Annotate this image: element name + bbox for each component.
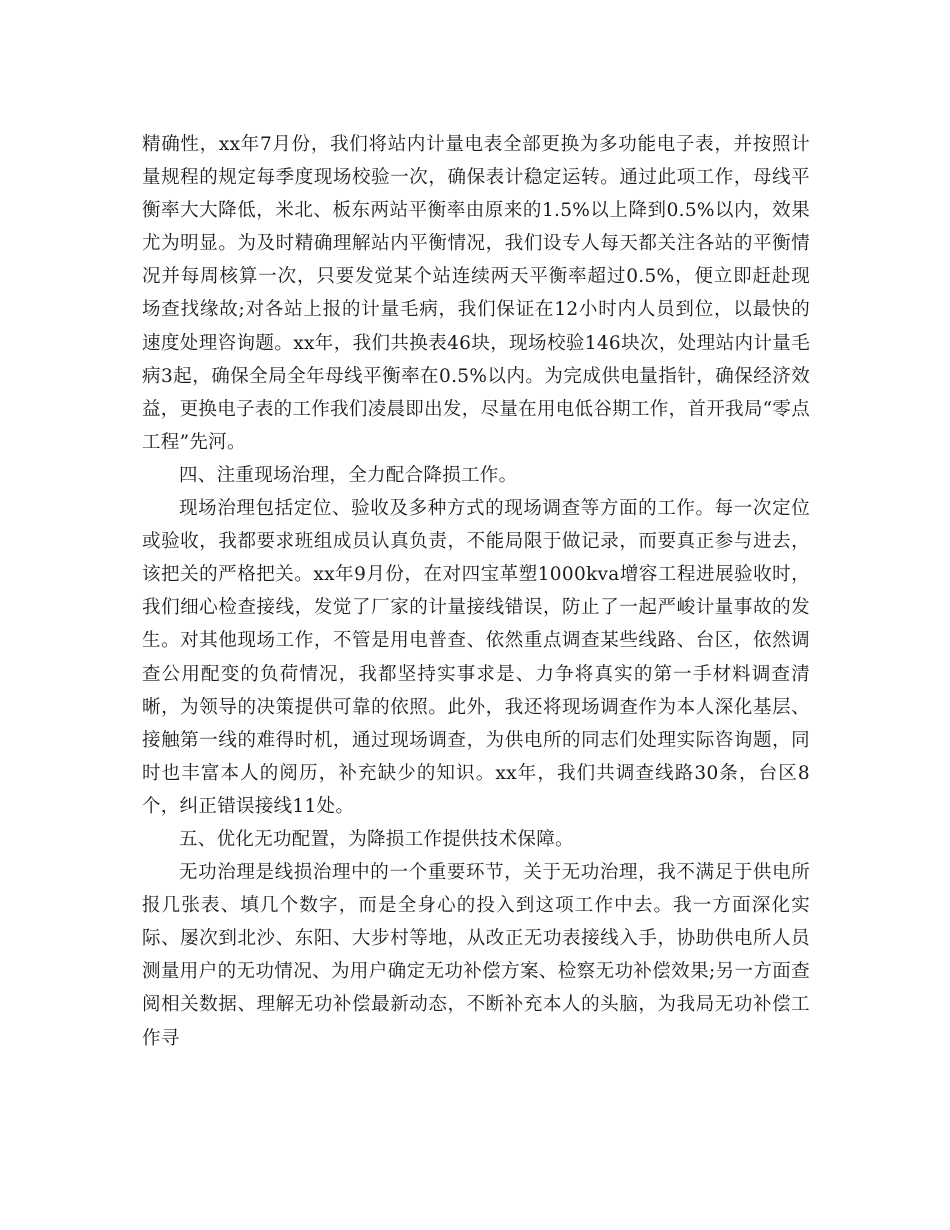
section-heading-4: 四、注重现场治理，全力配合降损工作。 [179,464,518,486]
paragraph-reactive-power: 无功治理是线损治理中的一个重要环节，关于无功治理，我不满足于供电所报几张表、填几个数字，而是全身心的投入到这项工作中去。我一方面深化实际、屡次到北沙、东阳、大步村等地，从改正无功表接线入手，协助供电所人员测量用户的无功情况、为用户确定无功补偿方案、检察无功补偿效果;另一方面查阅相关数据、理解无功补偿最新动态，不断补充本人的头脑，为我局无功补偿工作寻 [142,862,810,1049]
paragraph-site-management: 现场治理包括定位、验收及多种方式的现场调查等方面的工作。每一次定位或验收，我都要求班组成员认真负责，不能局限于做记录，而要真正参与进去，该把关的严格把关。xx年9月份，在对四宝革塑1000kva增容工程进展验收时，我们细心检查接线，发觉了厂家的计量接线错误，防止了一起严峻计量事故的发生。对其他现场工作，不管是用电普查、依然重点调查某些线路、台区，依然调查公用配变的负荷情况，我都坚持实事求是、力争将真实的第一手材料调查清晰，为领导的决策提供可靠的依照。此外，我还将现场调查作为本人深化基层、接触第一线的难得时机，通过现场调查，为供电所的同志们处理实际咨询题，同时也丰富本人的阅历，补充缺少的知识。xx年，我们共调查线路30条，台区8个，纠正错误接线11处。 [142,498,810,817]
section-heading-5: 五、优化无功配置，为降损工作提供技术保障。 [179,828,574,850]
paragraph-continuation: 精确性，xx年7月份，我们将站内计量电表全部更换为多功能电子表，并按照计量规程的规定每季度现场校验一次，确保表计稳定运转。通过此项工作，母线平衡率大大降低，米北、板东两站平衡率由原来的1.5%以上降到0.5%以内，效果尤为明显。为及时精确理解站内平衡情况，我们设专人每天都关注各站的平衡情况并每周核算一次，只要发觉某个站连续两天平衡率超过0.5%，便立即赶赴现场查找缘故;对各站上报的计量毛病，我们保证在12小时内人员到位，以最快的速度处理咨询题。xx年，我们共换表46块，现场校验146块次，处理站内计量毛病3起，确保全局全年母线平衡率在0.5%以内。为完成供电量指针，确保经济效益，更换电子表的工作我们凌晨即出发，尽量在用电低谷期工作，首开我局“零点工程”先河。 [142,134,810,453]
document-body [142,128,810,1055]
